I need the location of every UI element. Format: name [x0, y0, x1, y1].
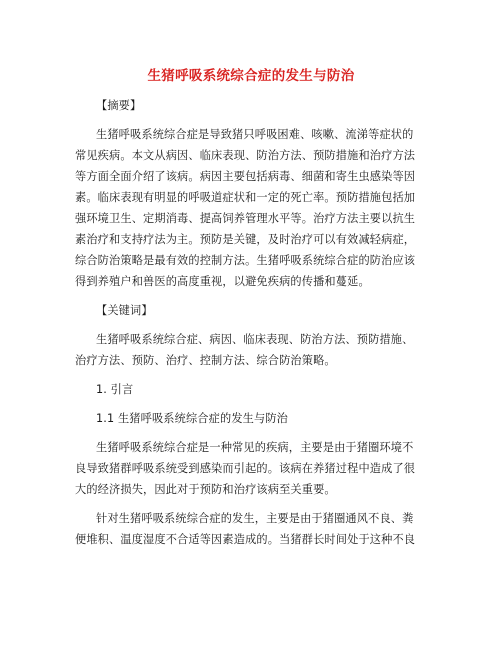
keywords-line: 生猪呼吸系统综合症、病因、临床表现、防治方法、预防措施、 [96, 333, 414, 346]
abstract-line: 得到养殖户和兽医的高度重视，以避免疾病的传播和蔓延。 [75, 275, 370, 288]
abstract-line: 生猪呼吸系统综合症是导致猪只呼吸困难、咳嗽、流涕等症状的 [96, 128, 414, 141]
paragraph-line: 生猪呼吸系统综合症是一种常见的疾病，主要是由于猪圈环境不 [96, 441, 414, 454]
abstract-line: 综合防治策略是最有效的控制方法。生猪呼吸系统综合症的防治应该 [75, 254, 416, 267]
document-title: 生猪呼吸系统综合症的发生与防治 [147, 68, 355, 84]
keywords-heading: 【关键词】 [96, 304, 153, 317]
abstract-line: 强环境卫生、定期消毒、提高饲养管理水平等。治疗方法主要以抗生 [75, 212, 416, 225]
section-1-1-heading: 1.1 生猪呼吸系统综合症的发生与防治 [96, 412, 289, 425]
paragraph-line: 大的经济损失，因此对于预防和治疗该病至关重要。 [75, 483, 336, 496]
abstract-line: 素。临床表现有明显的呼吸道症状和一定的死亡率。预防措施包括加 [75, 191, 416, 204]
abstract-line: 常见疾病。本文从病因、临床表现、防治方法、预防措施和治疗方法 [75, 149, 416, 162]
abstract-line: 等方面全面介绍了该病。病因主要包括病毒、细菌和寄生虫感染等因 [75, 170, 416, 183]
section-1-heading: 1. 引言 [96, 383, 134, 396]
keywords-line: 治疗方法、预防、治疗、控制方法、综合防治策略。 [75, 354, 336, 367]
abstract-heading: 【摘要】 [96, 99, 142, 112]
paragraph-line: 便堆积、温度湿度不合适等因素造成的。当猪群长时间处于这种不良 [75, 533, 416, 546]
paragraph-line: 良导致猪群呼吸系统受到感染而引起的。该病在养猪过程中造成了很 [75, 462, 416, 475]
abstract-line: 素治疗和支持疗法为主。预防是关键，及时治疗可以有效减轻病症， [75, 233, 416, 246]
paragraph-line: 针对生猪呼吸系统综合症的发生，主要是由于猪圈通风不良、粪 [96, 512, 414, 525]
